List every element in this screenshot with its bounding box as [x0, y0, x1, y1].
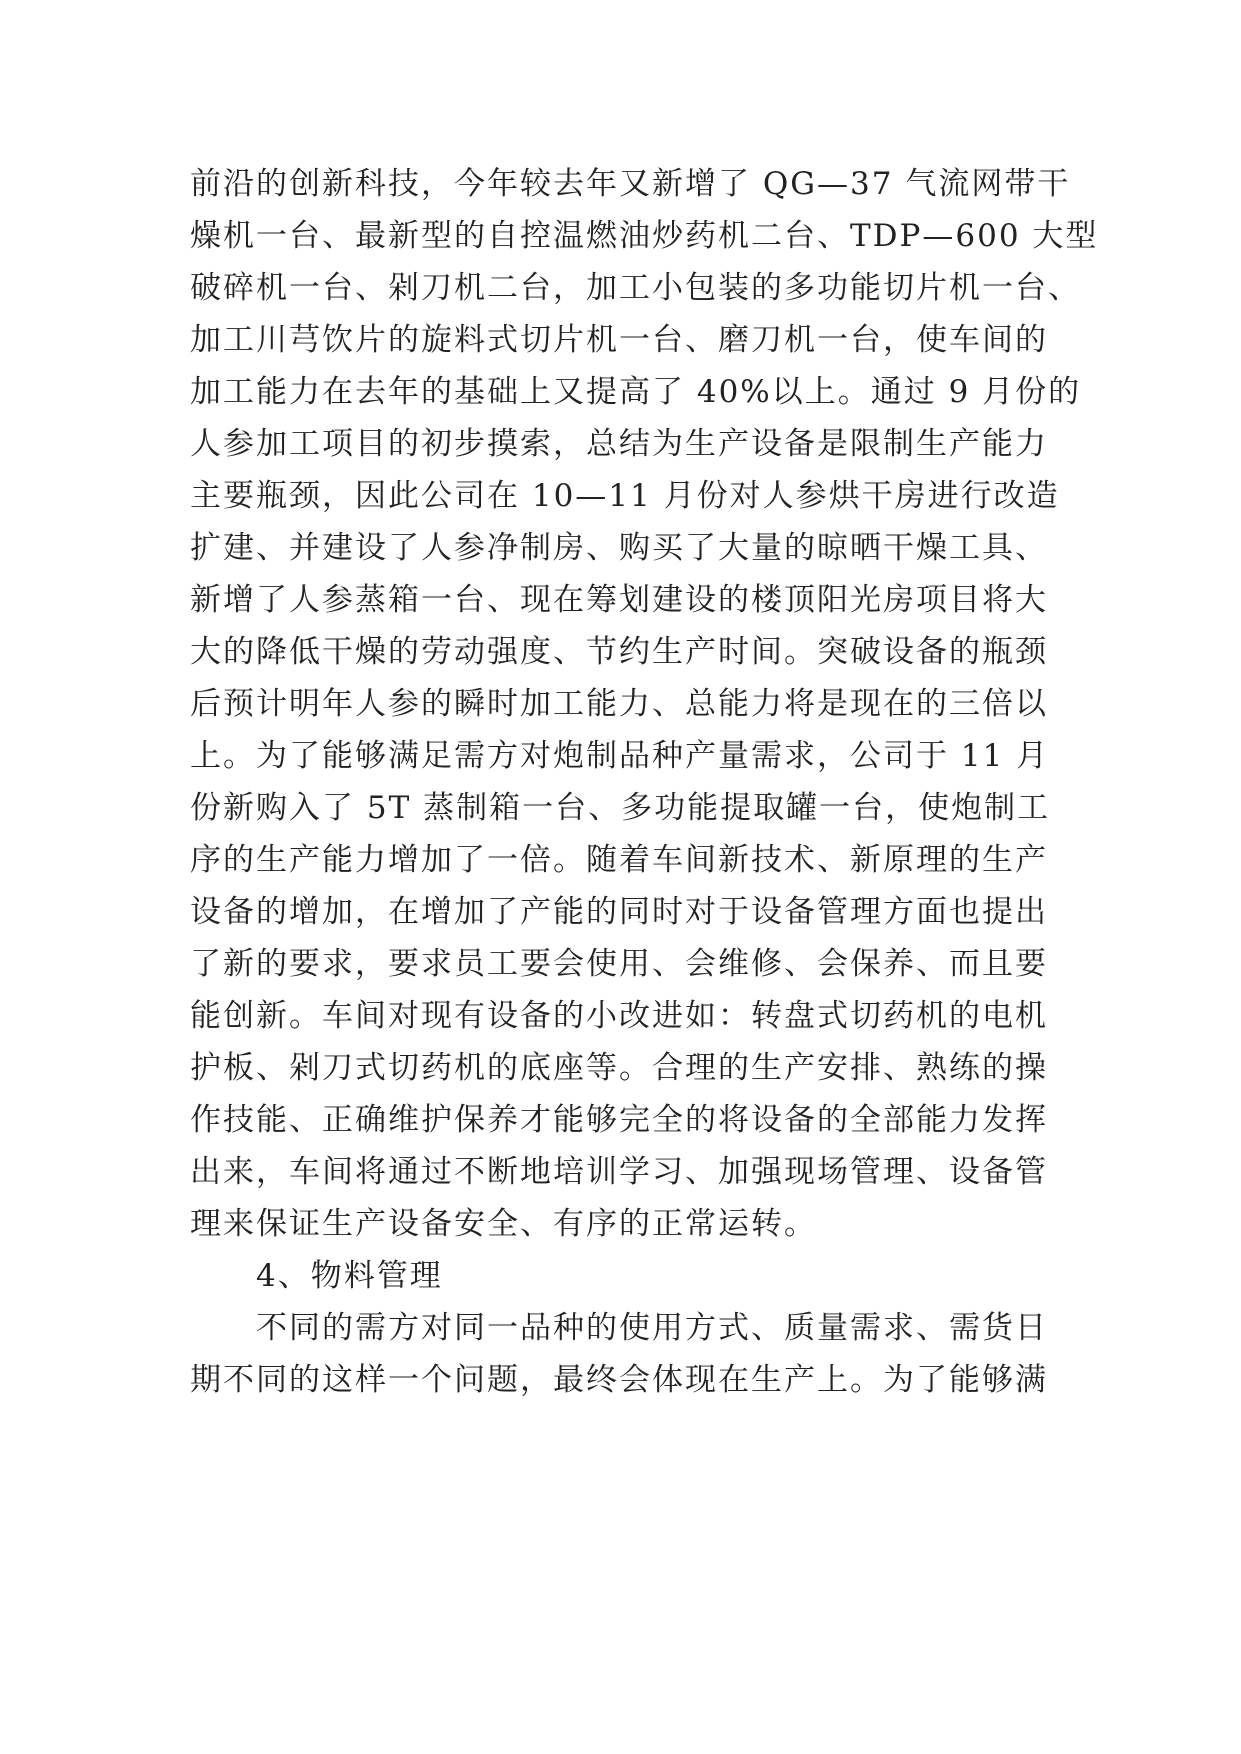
text-line: 加工川芎饮片的旋料式切片机一台、磨刀机一台，使车间的: [190, 322, 1048, 358]
text-line: 出来，车间将通过不断地培训学习、加强现场管理、设备管: [190, 1154, 1048, 1190]
text-line: 燥机一台、最新型的自控温燃油炒药机二台、TDP—600 大型: [190, 218, 1099, 254]
paragraph-equipment: [190, 158, 1099, 1250]
text-line: 理来保证生产设备安全、有序的正常运转。: [190, 1206, 817, 1242]
text-line: 作技能、正确维护保养才能够完全的将设备的全部能力发挥: [190, 1102, 1048, 1138]
document-body: [190, 158, 1099, 1406]
text-line: 上。为了能够满足需方对炮制品种产量需求，公司于 11 月: [190, 738, 1050, 774]
text-line: 设备的增加，在增加了产能的同时对于设备管理方面也提出: [190, 894, 1048, 930]
text-line: 人参加工项目的初步摸索，总结为生产设备是限制生产能力: [190, 426, 1048, 462]
text-line: 加工能力在去年的基础上又提高了 40%以上。通过 9 月份的: [190, 374, 1082, 410]
text-line: 扩建、并建设了人参净制房、购买了大量的晾晒干燥工具、: [190, 530, 1048, 566]
text-line: 后预计明年人参的瞬时加工能力、总能力将是现在的三倍以: [190, 686, 1048, 722]
text-line: 大的降低干燥的劳动强度、节约生产时间。突破设备的瓶颈: [190, 634, 1048, 670]
text-line: 不同的需方对同一品种的使用方式、质量需求、需货日: [256, 1310, 1048, 1346]
section-heading: 4、物料管理: [256, 1258, 443, 1294]
text-line: 能创新。车间对现有设备的小改进如：转盘式切药机的电机: [190, 998, 1048, 1034]
text-line: 序的生产能力增加了一倍。随着车间新技术、新原理的生产: [190, 842, 1048, 878]
text-line: 前沿的创新科技，今年较去年又新增了 QG—37 气流网带干: [190, 166, 1071, 202]
text-line: 期不同的这样一个问题，最终会体现在生产上。为了能够满: [190, 1362, 1048, 1398]
text-line: 份新购入了 5T 蒸制箱一台、多功能提取罐一台，使炮制工: [190, 790, 1051, 826]
text-line: 了新的要求，要求员工要会使用、会维修、会保养、而且要: [190, 946, 1048, 982]
text-line: 护板、剁刀式切药机的底座等。合理的生产安排、熟练的操: [190, 1050, 1048, 1086]
text-line: 主要瓶颈，因此公司在 10—11 月份对人参烘干房进行改造: [190, 478, 1060, 514]
text-line: 新增了人参蒸箱一台、现在筹划建设的楼顶阳光房项目将大: [190, 582, 1048, 618]
text-line: 破碎机一台、剁刀机二台，加工小包装的多功能切片机一台、: [190, 270, 1081, 306]
paragraph-materials: [190, 1302, 1052, 1406]
